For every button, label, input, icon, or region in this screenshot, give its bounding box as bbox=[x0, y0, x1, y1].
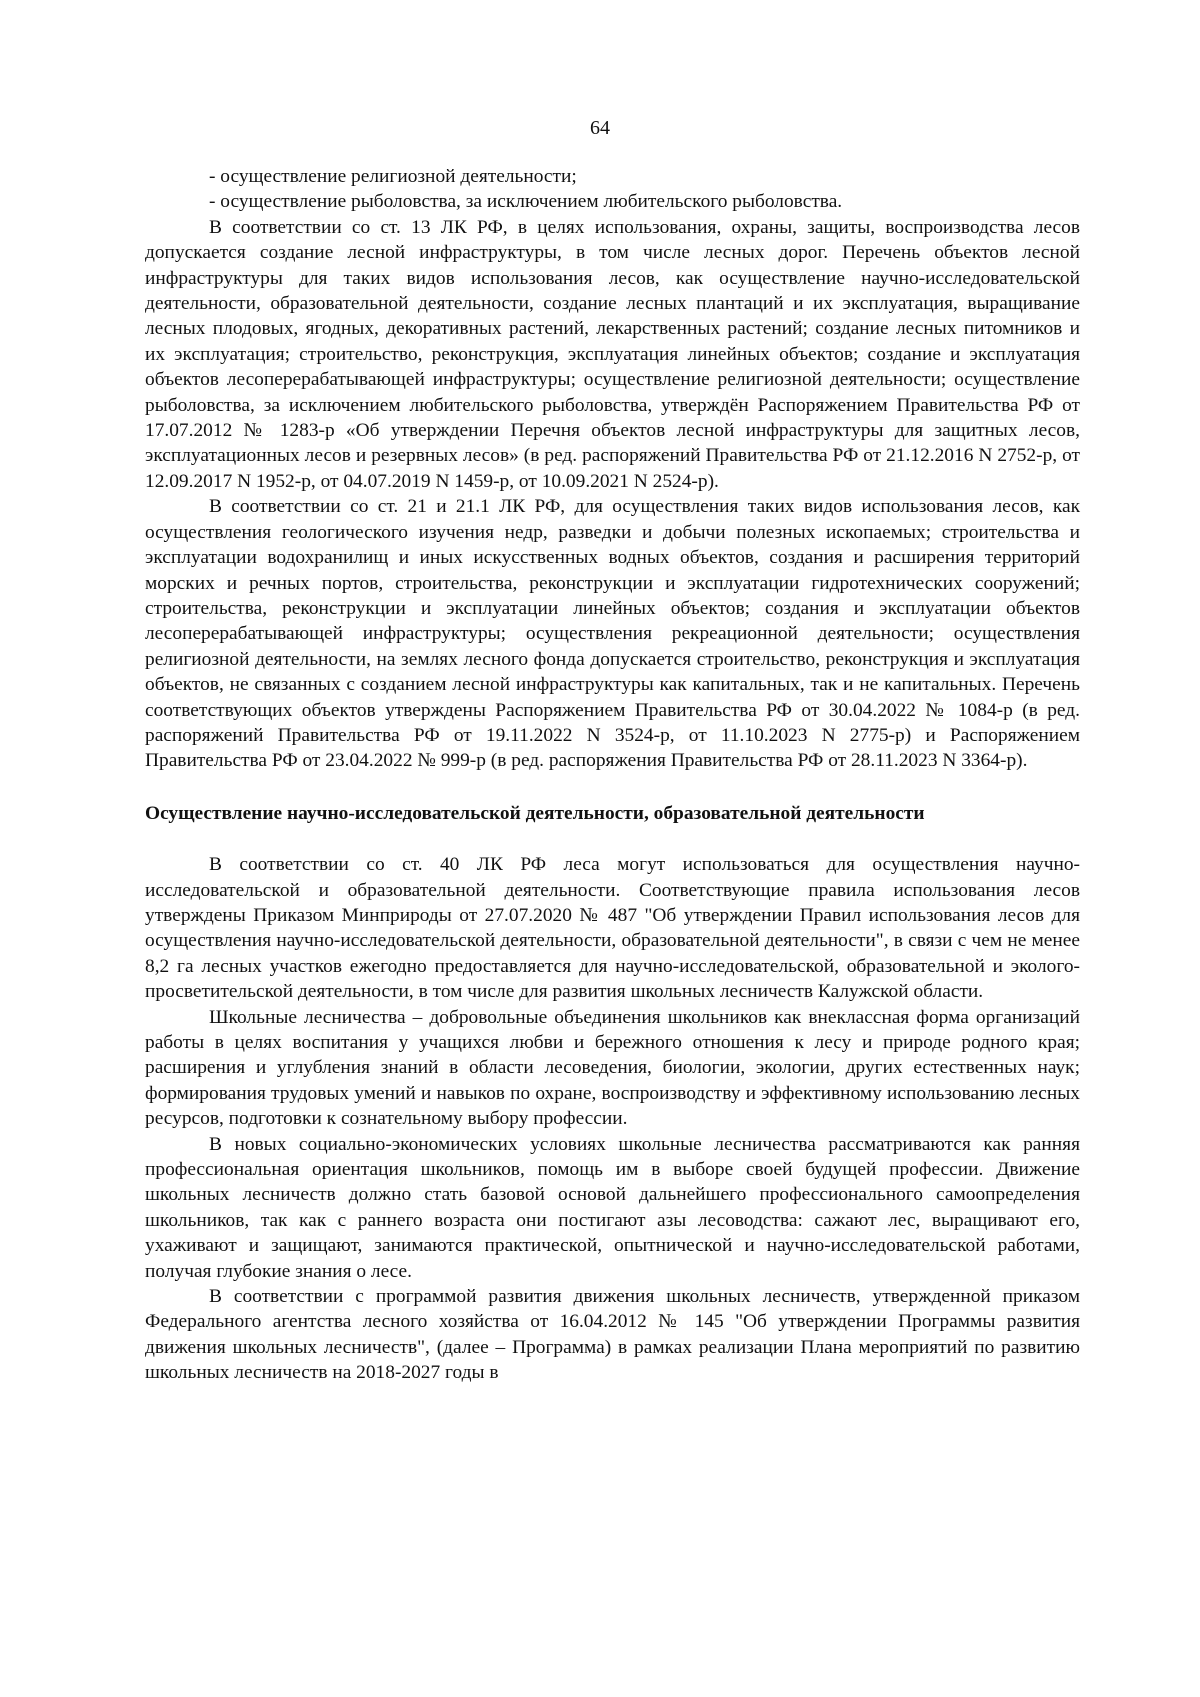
paragraph: В соответствии с программой развития движения школьных лесничеств, утвержденной приказом Федерального агентства лесного хозяйства от 16.04.2012 № 145 "Об утверждении Программы развития движения школьных лесничеств", (далее – Программа) в рамках реализации Плана мероприятий по развитию школьных лесничеств на 2018-2027 годы в bbox=[145, 1286, 1080, 1384]
page-number: 64 bbox=[590, 117, 610, 139]
paragraph: Школьные лесничества – добровольные объединения школьников как внеклассная форма организаций работы в целях воспитания у учащихся любви и бережного отношения к лесу и природе родного края; расширения и углубления знаний в области лесоведения, биологии, экологии, других естественных наук; формирования трудовых умений и навыков по охране, воспроизводству и эффективному использованию лесных ресурсов, подготовки к сознательному выбору профессии. bbox=[145, 1006, 1080, 1130]
list-item: - осуществление религиозной деятельности; bbox=[209, 166, 577, 187]
section-heading: Осуществление научно-исследовательской деятельности, образовательной деятельности bbox=[145, 802, 925, 824]
list-item: - осуществление рыболовства, за исключением любительского рыболовства. bbox=[209, 191, 843, 213]
document-body bbox=[145, 164, 1080, 1386]
paragraph: В соответствии со ст. 13 ЛК РФ, в целях использования, охраны, защиты, воспроизводства лесов допускается создание лесной инфраструктуры, в том числе лесных дорог. Перечень объектов лесной инфраструктуры для таких видов использования лесов, как осуществление научно-исследовательской деятельности, образовательной деятельности, создание лесных плантаций и их эксплуатация, выращивание лесных плодовых, ягодных, декоративных растений, лекарственных растений; создание лесных питомников и их эксплуатация; строительство, реконструкция, эксплуатация линейных объектов; создание и эксплуатация объектов лесоперерабатывающей инфраструктуры; осуществление религиозной деятельности; осуществление рыболовства, за исключением любительского рыболовства, утверждён Распоряжением Правительства РФ от 17.07.2012 № 1283-р «Об утверждении Перечня объектов лесной инфраструктуры для защитных лесов, эксплуатационных лесов и резервных лесов» (в ред. распоряжений Правительства РФ от 21.12.2016 N 2752-р, от 12.09.2017 N 1952-р, от 04.07.2019 N 1459-р, от 10.09.2021 N 2524-р). bbox=[145, 216, 1080, 492]
paragraph: В соответствии со ст. 40 ЛК РФ леса могут использоваться для осуществления научно-исследовательской и образовательной деятельности. Соответствующие правила использования лесов утверждены Приказом Минприроды от 27.07.2020 № 487 "Об утверждении Правил использования лесов для осуществления научно-исследовательской деятельности, образовательной деятельности", в связи с чем не менее 8,2 га лесных участков ежегодно предоставляется для научно-исследовательской, образовательной и эколого-просветительской деятельности, в том числе для развития школьных лесничеств Калужской области. bbox=[145, 854, 1080, 1003]
paragraph: В новых социально-экономических условиях школьные лесничества рассматриваются как ранняя профессиональная ориентация школьников, помощь им в выборе своей будущей профессии. Движение школьных лесничеств должно стать базовой основой дальнейшего профессионального самоопределения школьников, так как с раннего возраста они постигают азы лесоводства: сажают лес, выращивают его, ухаживают и защищают, занимаются практической, опытнической и научно-исследовательской работами, получая глубокие знания о лесе. bbox=[145, 1133, 1080, 1282]
paragraph: В соответствии со ст. 21 и 21.1 ЛК РФ, для осуществления таких видов использования лесов, как осуществления геологического изучения недр, разведки и добычи полезных ископаемых; строительства и эксплуатации водохранилищ и иных искусственных водных объектов, создания и расширения территорий морских и речных портов, строительства, реконструкции и эксплуатации гидротехнических сооружений; строительства, реконструкции и эксплуатации линейных объектов; создания и эксплуатации объектов лесоперерабатывающей инфраструктуры; осуществления рекреационной деятельности; осуществления религиозной деятельности, на землях лесного фонда допускается строительство, реконструкция и эксплуатация объектов, не связанных с созданием лесной инфраструктуры как капитальных, так и не капитальных. Перечень соответствующих объектов утверждены Распоряжением Правительства РФ от 30.04.2022 № 1084-р (в ред. распоряжений Правительства РФ от 19.11.2022 N 3524-р, от 11.10.2023 N 2775-р) и Распоряжением Правительства РФ от 23.04.2022 № 999-р (в ред. распоряжения Правительства РФ от 28.11.2023 N 3364-р). bbox=[145, 496, 1080, 772]
